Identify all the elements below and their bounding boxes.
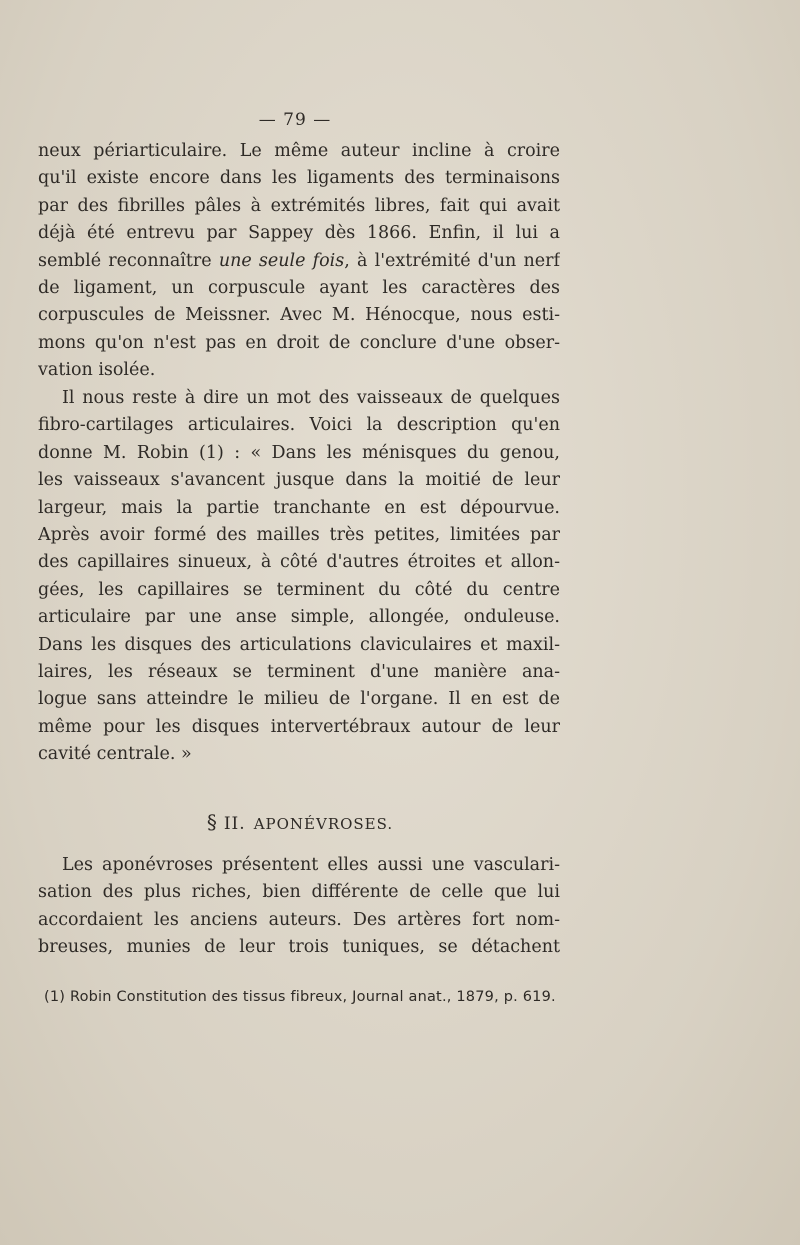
footnote: (1) Robin Constitution des tissus fibreux, Journal anat., 1879, p. 619.: [44, 989, 556, 1005]
text-line: accordaient les anciens auteurs. Des artères fort nom-: [38, 909, 560, 930]
section-title: APONÉVROSES.: [253, 815, 394, 833]
text-line: Les aponévroses présentent elles aussi une vasculari-: [62, 855, 560, 875]
text-line: qu'il existe encore dans les ligaments des terminaisons: [38, 168, 560, 189]
text-segment: semblé reconnaître: [38, 250, 219, 271]
text-line: fibro-cartilages articulaires. Voici la description qu'en: [38, 415, 560, 436]
text-line: breuses, munies de leur trois tuniques, se détachent: [38, 937, 560, 958]
text-line: gées, les capillaires se terminent du côté du centre: [38, 579, 560, 600]
section-symbol: §: [206, 810, 218, 834]
italic-emphasis: une seule fois: [218, 250, 345, 271]
paragraph-2: [38, 385, 560, 769]
section-numeral: II.: [223, 814, 246, 834]
section-heading: [0, 810, 600, 834]
text-line: neux périarticulaire. Le même auteur incline à croire: [38, 141, 560, 161]
text-segment: , à l'extrémité d'un nerf: [344, 250, 560, 271]
text-line: logue sans atteindre le milieu de l'organe. Il en est de: [38, 689, 560, 710]
text-line: déjà été entrevu par Sappey dès 1866. Enfin, il lui a: [38, 223, 560, 244]
text-line: les vaisseaux s'avancent jusque dans la moitié de leur: [38, 470, 560, 491]
text-line: des capillaires sinueux, à côté d'autres étroites et allon-: [38, 552, 560, 573]
page-number: — 79 —: [258, 110, 332, 130]
text-line: articulaire par une anse simple, allongée, onduleuse.: [38, 607, 560, 628]
text-line: mons qu'on n'est pas en droit de conclure d'une obser-: [38, 332, 560, 353]
text-line: donne M. Robin (1) : « Dans les ménisques du genou,: [38, 442, 560, 463]
text-line: par des fibrilles pâles à extrémités libres, fait qui avait: [38, 195, 560, 216]
text-line: Après avoir formé des mailles très petites, limitées par: [38, 525, 560, 546]
text-line: Il nous reste à dire un mot des vaisseaux de quelques: [62, 388, 560, 408]
text-line: largeur, mais la partie tranchante en est dépourvue.: [38, 497, 560, 518]
text-line: cavité centrale. »: [38, 744, 192, 765]
text-line: Dans les disques des articulations claviculaires et maxil-: [38, 634, 560, 655]
text-line: même pour les disques intervertébraux autour de leur: [38, 716, 560, 737]
paragraph-1: [38, 138, 560, 385]
text-line: laires, les réseaux se terminent d'une manière ana-: [38, 662, 560, 683]
paragraph-3: [38, 852, 560, 962]
text-line: vation isolée.: [38, 360, 156, 381]
text-line: corpuscules de Meissner. Avec M. Hénocque, nous esti-: [38, 305, 560, 326]
text-line: sation des plus riches, bien différente de celle que lui: [38, 882, 560, 903]
text-line: de ligament, un corpuscule ayant les caractères des: [38, 278, 560, 299]
text-line: [38, 248, 560, 275]
